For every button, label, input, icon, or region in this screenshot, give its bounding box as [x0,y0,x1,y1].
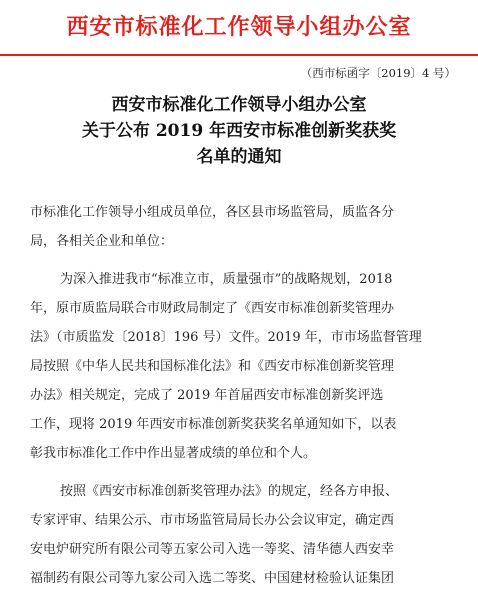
paragraph-1-line-7: 彰我市标准化工作中作出显著成绩的单位和个人。 [30,446,317,461]
paragraph-2-line-2: 专家评审、结果公示、市市场监管局局长办公会议审定，确定西 [30,513,395,528]
paragraph-1-line-1: 为深入推进我市“标准立市，质量强市”的战略规划，2018 [60,272,393,287]
letterhead-red-rule [0,54,478,56]
paragraph-2-line-3: 安电炉研究所有限公司等五家公司入选一等奖、清华德人西安幸 [30,542,395,557]
salutation-line-2: 局，各相关企业和单位： [30,234,174,249]
salutation-line-1: 市标准化工作领导小组成员单位，各区县市场监管局，质监各分 [30,205,395,220]
paragraph-1-line-5: 办法》相关规定，完成了 2019 年首届西安市标准创新奖评选 [30,388,384,403]
title-line-1: 西安市标准化工作领导小组办公室 [111,95,367,115]
title-line-2: 关于公布 2019 年西安市标准创新奖获奖 [81,121,397,141]
document-number: （西市标函字〔2019〕4 号） [300,66,456,80]
office-letterhead: 西安市标准化工作领导小组办公室 [66,14,412,40]
paragraph-2-line-4: 福制药有限公司等九家公司入选二等奖、中国建材检验认证集团 [30,571,395,586]
document-title [0,92,478,170]
paragraph-1-line-3: 法》（市质监发〔2018〕196 号）文件。2019 年，市市场监督管理 [30,330,422,345]
document-body [30,198,460,593]
paragraph-2-line-1: 按照《西安市标准创新奖管理办法》的规定，经各方申报、 [60,484,399,499]
paragraph-1-line-6: 工作，现将 2019 年西安市标准创新奖获奖名单通知如下，以表 [30,417,397,432]
paragraph-1-line-4: 局按照《中华人民共和国标准化法》和《西安市标准创新奖管理 [30,359,395,374]
paragraph-1-line-2: 年，原市质监局联合市财政局制定了《西安市标准创新奖管理办 [30,301,395,316]
title-line-3: 名单的通知 [196,147,282,167]
